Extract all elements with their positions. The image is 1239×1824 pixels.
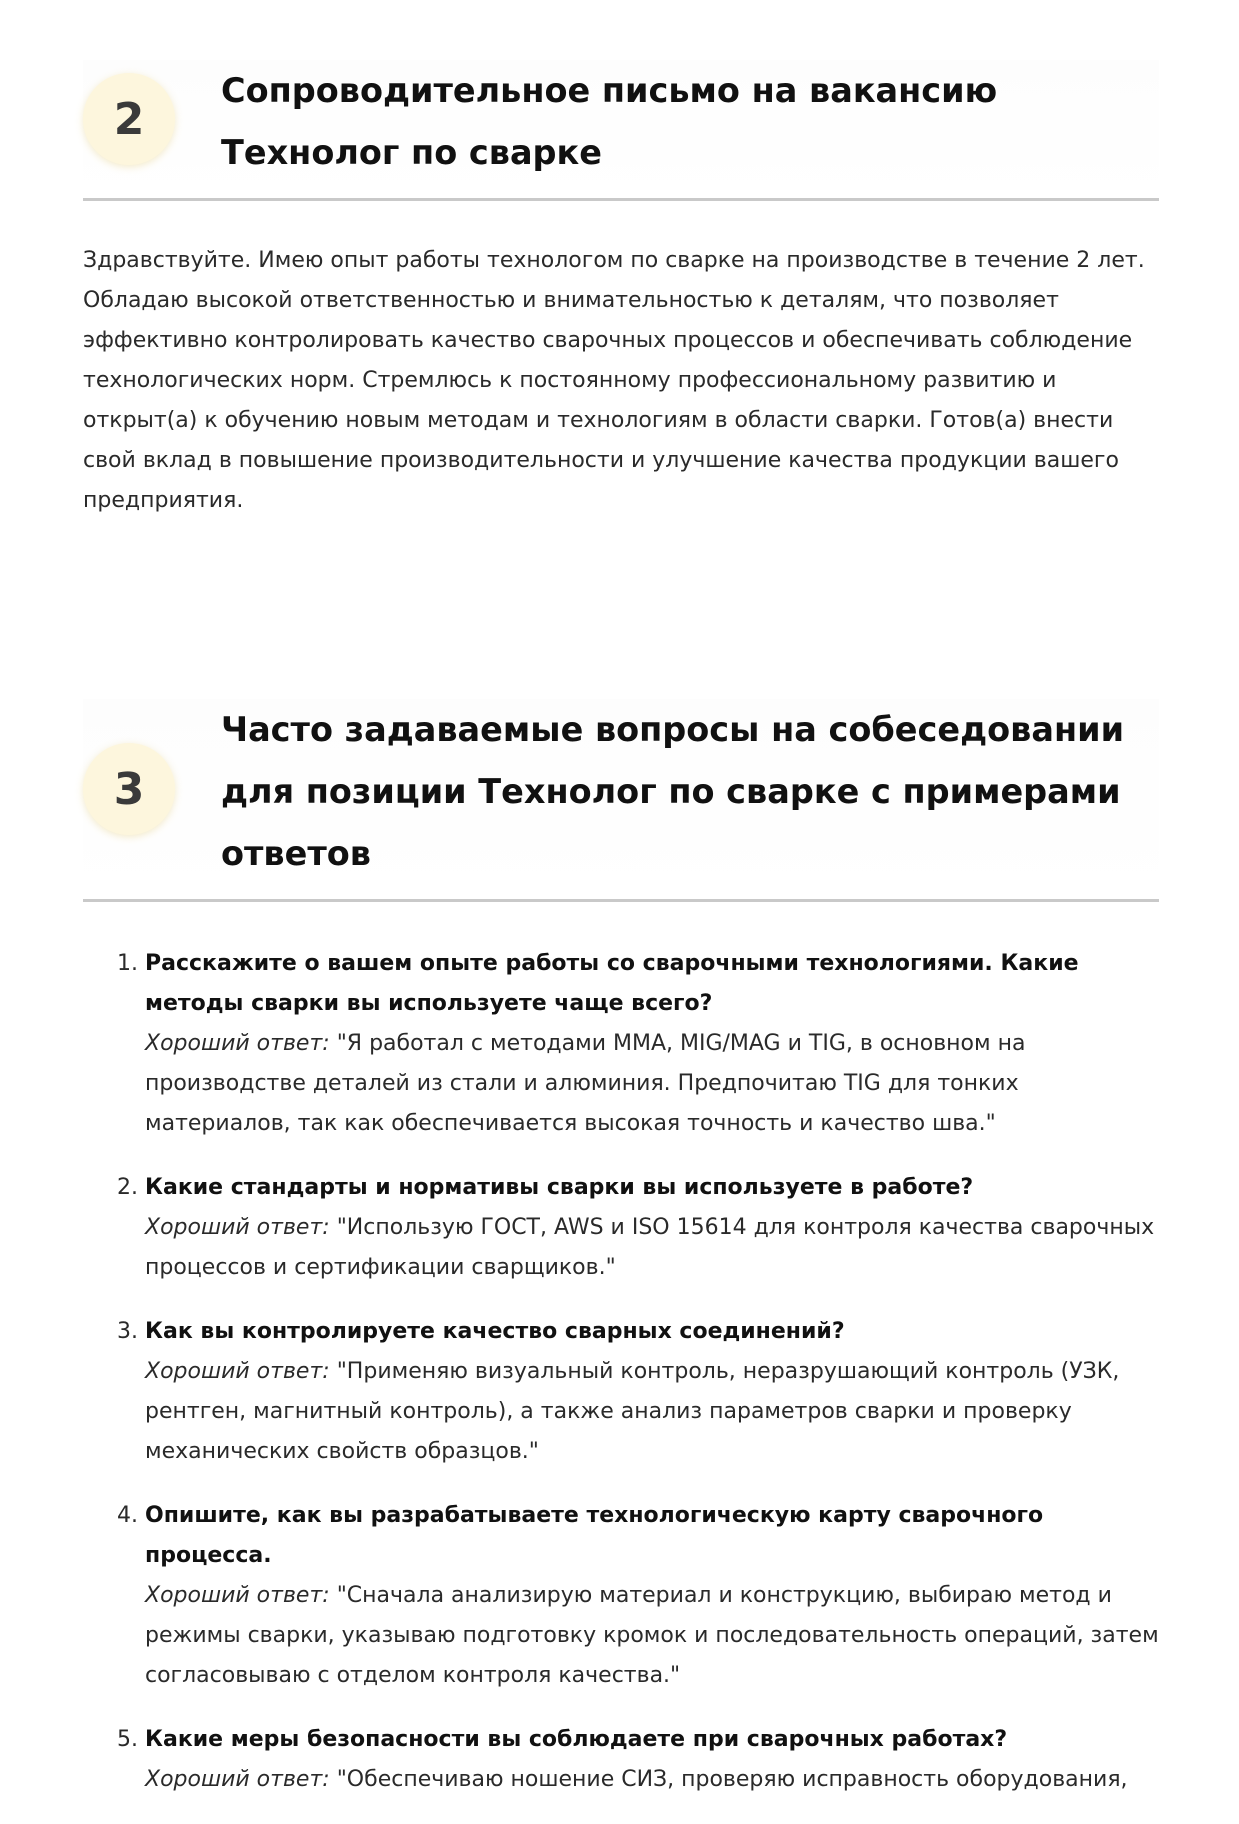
faq-answer: "Я работал с методами MMA, MIG/MAG и TIG, в основном на производстве деталей из стали и алюминия. Предпочитаю TIG для тонких материалов, так как обеспечивается высокая точность и качество шва." bbox=[145, 1031, 1026, 1136]
faq-item-number: 1. bbox=[117, 951, 138, 976]
faq-question: Как вы контролируете качество сварных соединений? bbox=[145, 1319, 845, 1344]
faq-answer: "Обеспечиваю ношение СИЗ, проверяю исправность оборудования, bbox=[336, 1767, 1128, 1792]
document-page bbox=[83, 60, 1159, 1824]
section-title: Сопроводительное письмо на вакансию Технолог по сварке bbox=[221, 71, 998, 172]
faq-question: Опишите, как вы разрабатываете технологическую карту сварочного процесса. bbox=[145, 1503, 1044, 1568]
faq-list bbox=[83, 944, 1159, 1800]
faq-answer: "Применяю визуальный контроль, неразрушающий контроль (УЗК, рентген, магнитный контроль), а также анализ параметров сварки и проверку механических свойств образцов." bbox=[145, 1359, 1120, 1464]
section-header-faq bbox=[83, 699, 1159, 902]
faq-answer-label: Хороший ответ: bbox=[145, 1767, 330, 1792]
faq-answer-label: Хороший ответ: bbox=[145, 1215, 330, 1240]
faq-item bbox=[117, 1496, 1159, 1696]
faq-question: Какие стандарты и нормативы сварки вы используете в работе? bbox=[145, 1175, 974, 1200]
faq-item-number: 3. bbox=[117, 1319, 138, 1344]
faq-answer-label: Хороший ответ: bbox=[145, 1583, 330, 1608]
faq-answer: "Использую ГОСТ, AWS и ISO 15614 для контроля качества сварочных процессов и сертификации сварщиков." bbox=[145, 1215, 1155, 1280]
faq-item-number: 5. bbox=[117, 1727, 138, 1752]
faq-item bbox=[117, 1312, 1159, 1472]
faq-question: Какие меры безопасности вы соблюдаете при сварочных работах? bbox=[145, 1727, 1008, 1752]
faq-item bbox=[117, 1168, 1159, 1288]
faq-answer-label: Хороший ответ: bbox=[145, 1031, 330, 1056]
faq-answer-label: Хороший ответ: bbox=[145, 1359, 330, 1384]
faq-answer: "Сначала анализирую материал и конструкцию, выбираю метод и режимы сварки, указываю подготовку кромок и последовательность операций, затем согласовываю с отделом контроля качества." bbox=[145, 1583, 1159, 1688]
section-number-badge: 3 bbox=[83, 743, 175, 835]
faq-item-number: 2. bbox=[117, 1175, 138, 1200]
faq-item bbox=[117, 944, 1159, 1144]
faq-item bbox=[117, 1720, 1159, 1800]
faq-question: Расскажите о вашем опыте работы со сварочными технологиями. Какие методы сварки вы используете чаще всего? bbox=[145, 951, 1079, 1016]
cover-letter-text: Здравствуйте. Имею опыт работы технологом по сварке на производстве в течение 2 лет. Обладаю высокой ответственностью и внимательностью к деталям, что позволяет эффективно контролировать качество сварочных процессов и обеспечивать соблюдение технологических норм. Стремлюсь к постоянному профессиональному развитию и открыт(а) к обучению новым методам и технологиям в области сварки. Готов(а) внести свой вклад в повышение производительности и улучшение качества продукции вашего предприятия. bbox=[83, 248, 1145, 513]
section-header-cover-letter bbox=[83, 60, 1159, 201]
section-number-badge: 2 bbox=[83, 73, 175, 165]
section-title: Часто задаваемые вопросы на собеседовании для позиции Технолог по сварке с примерами ответов bbox=[221, 710, 1125, 873]
section-spacer bbox=[83, 521, 1159, 699]
faq-item-number: 4. bbox=[117, 1503, 138, 1528]
